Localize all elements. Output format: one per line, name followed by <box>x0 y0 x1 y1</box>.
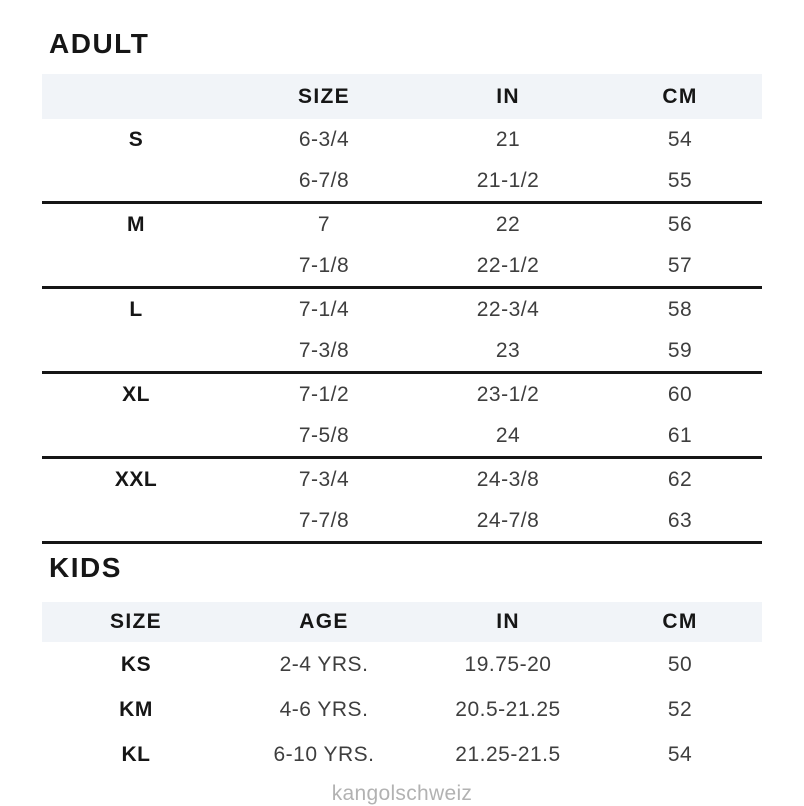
hat-size-cell: 7-1/2 <box>298 382 350 406</box>
inches-cell: 21 <box>495 127 521 151</box>
size-group-s <box>42 119 762 204</box>
inches-cell: 23-1/2 <box>476 382 540 406</box>
size-group-m <box>42 204 762 289</box>
size-label-cell: M <box>127 212 145 236</box>
kids-section-title: KIDS <box>49 552 122 583</box>
hat-size-cell: 7-3/8 <box>298 338 350 362</box>
table-row <box>42 245 762 286</box>
table-row <box>42 732 762 777</box>
adult-column-header-in: IN <box>496 84 520 108</box>
cm-cell: 61 <box>667 423 693 447</box>
table-row <box>42 119 762 160</box>
table-row <box>42 642 762 687</box>
cm-cell: 57 <box>667 253 693 277</box>
cm-cell: 62 <box>667 467 693 491</box>
inches-cell: 20.5-21.25 <box>455 697 561 721</box>
cm-cell: 54 <box>667 127 693 151</box>
inches-cell: 24-3/8 <box>476 467 540 491</box>
hat-size-cell: 7-5/8 <box>298 423 350 447</box>
cm-cell: 54 <box>667 742 693 766</box>
cm-cell: 59 <box>667 338 693 362</box>
table-row <box>42 160 762 201</box>
cm-cell: 63 <box>667 508 693 532</box>
watermark: kangolschweiz <box>331 782 473 805</box>
table-row <box>42 500 762 541</box>
kids-column-header-cm: CM <box>662 610 698 633</box>
table-row <box>42 289 762 330</box>
adult-column-header-cm: CM <box>662 84 698 108</box>
adult-table-header-row <box>42 74 762 119</box>
table-row <box>42 415 762 456</box>
hat-size-cell: 6-7/8 <box>298 168 350 192</box>
hat-size-cell: 7 <box>317 212 331 236</box>
table-row <box>42 459 762 500</box>
hat-size-cell: 7-7/8 <box>298 508 350 532</box>
cm-cell: 60 <box>667 382 693 406</box>
hat-size-cell: 7-1/4 <box>298 297 350 321</box>
inches-cell: 22 <box>495 212 521 236</box>
size-label-cell: KL <box>121 742 151 766</box>
size-group-l <box>42 289 762 374</box>
age-cell: 4-6 YRS. <box>279 697 369 721</box>
size-group-xl <box>42 374 762 459</box>
kids-size-table <box>42 602 762 777</box>
kids-column-header-in: IN <box>496 610 520 633</box>
inches-cell: 21-1/2 <box>476 168 540 192</box>
size-label-cell: XXL <box>114 467 158 491</box>
inches-cell: 24-7/8 <box>476 508 540 532</box>
adult-column-header-size: SIZE <box>298 84 350 108</box>
table-row <box>42 374 762 415</box>
kids-column-header-age: AGE <box>299 610 349 633</box>
cm-cell: 52 <box>667 697 693 721</box>
hat-size-cell: 7-1/8 <box>298 253 350 277</box>
cm-cell: 56 <box>667 212 693 236</box>
age-cell: 6-10 YRS. <box>273 742 375 766</box>
hat-size-cell: 6-3/4 <box>298 127 350 151</box>
size-label-cell: L <box>129 297 143 321</box>
size-label-cell: S <box>128 127 144 151</box>
inches-cell: 19.75-20 <box>464 652 552 676</box>
cm-cell: 55 <box>667 168 693 192</box>
size-label-cell: KM <box>119 697 153 721</box>
hat-size-cell: 7-3/4 <box>298 467 350 491</box>
adult-size-table <box>42 74 762 544</box>
kids-column-header-size: SIZE <box>110 610 162 633</box>
cm-cell: 58 <box>667 297 693 321</box>
size-label-cell: KS <box>120 652 152 676</box>
table-row <box>42 204 762 245</box>
inches-cell: 22-3/4 <box>476 297 540 321</box>
size-label-cell: XL <box>122 382 150 406</box>
inches-cell: 23 <box>495 338 521 362</box>
cm-cell: 50 <box>667 652 693 676</box>
age-cell: 2-4 YRS. <box>279 652 369 676</box>
table-row <box>42 687 762 732</box>
adult-section-title: ADULT <box>49 28 150 59</box>
inches-cell: 24 <box>495 423 521 447</box>
table-row <box>42 330 762 371</box>
inches-cell: 22-1/2 <box>476 253 540 277</box>
kids-table-header-row <box>42 602 762 642</box>
size-group-xxl <box>42 459 762 544</box>
inches-cell: 21.25-21.5 <box>455 742 561 766</box>
